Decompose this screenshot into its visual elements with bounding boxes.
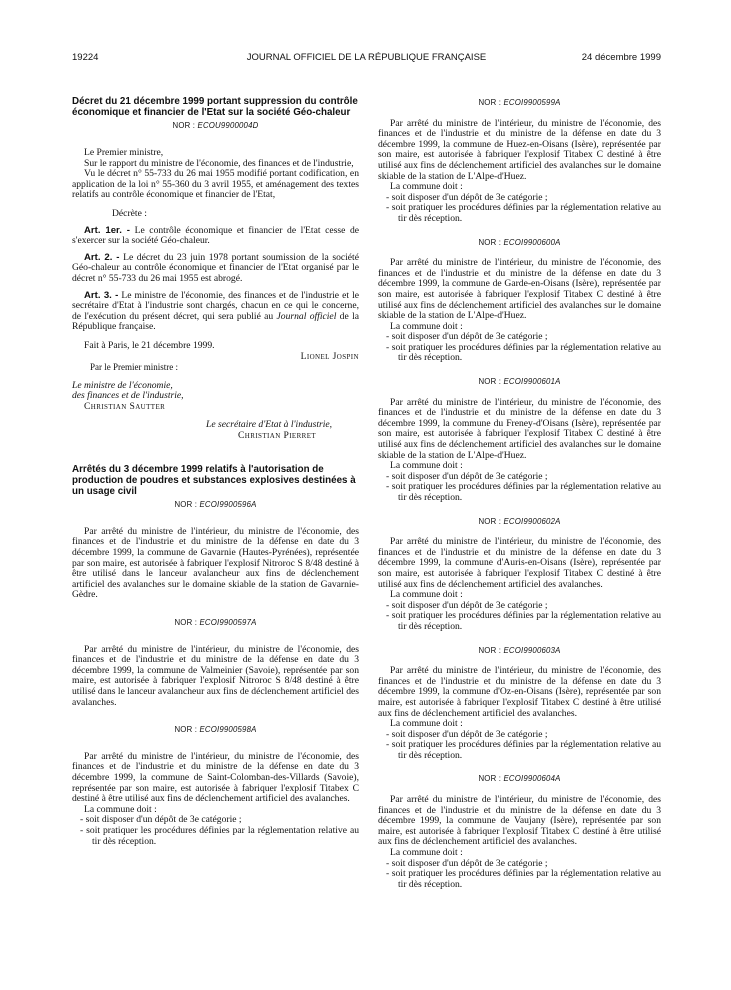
- arrete-text: Par arrêté du ministre de l'intérieur, du ministre de l'économie, des finances et de l'industrie et du ministre de la défense en date du 3 décembre 1999, la commune de Huez-en-Oisans (Isère), représentée par son maire, est autorisée à fabriquer l'explosif Titabex C destiné à être utilisé aux fins de déclenchement artificiel des avalanches sur le domaine skiable de la station de L'Alpe-d'Huez.: [378, 117, 661, 182]
- par-premier-ministre: Par le Premier ministre :: [90, 362, 178, 373]
- arrete-text: Par arrêté du ministre de l'intérieur, du ministre de l'économie, des finances et de l'industrie et du ministre de la défense en date du 3 décembre 1999, la commune d'Auris-en-Oisans (Isère), représentée par son maire, est autorisée à fabriquer l'explosif Titabex C destiné à être utilisé aux fins de déclenchement artificiel des avalanches.: [378, 536, 661, 590]
- condition: - soit pratiquer les procédures définies par la réglementation relative au tir dès réception.: [386, 341, 661, 364]
- signature: Lionel Jospin: [300, 350, 359, 362]
- nor-reference: NOR : ECOI9900600A: [478, 237, 561, 247]
- condition: - soit disposer d'un dépôt de 3e catégorie ;: [386, 470, 548, 482]
- fait-a-paris: Fait à Paris, le 21 décembre 1999.: [84, 339, 215, 351]
- nor-reference: NOR : ECOI9900597A: [174, 618, 257, 628]
- nor-reference: NOR : ECOI9900598A: [174, 725, 257, 735]
- commune-doit: La commune doit :: [390, 320, 463, 332]
- nor-reference: NOR : ECOI9900596A: [174, 500, 257, 510]
- nor-reference: NOR : ECOI9900601A: [478, 377, 561, 387]
- condition: - soit pratiquer les procédures définies par la réglementation relative au tir dès réception.: [80, 824, 359, 847]
- article-2: Art. 2. - Le décret du 23 juin 1978 portant soumission de la société Géo-chaleur au contrôle économique et financier de l'Etat organisé par le décret n° 55-733 du 26 mai 1955 est abrogé.: [72, 251, 359, 284]
- left-column: [72, 96, 359, 847]
- journal-title: JOURNAL OFFICIEL DE LA RÉPUBLIQUE FRANÇAISE: [246, 52, 487, 63]
- commune-doit: La commune doit :: [390, 847, 463, 859]
- commune-doit: La commune doit :: [390, 181, 463, 193]
- minister-title: Le ministre de l'économie,: [72, 379, 173, 391]
- condition: - soit pratiquer les procédures définies par la réglementation relative au tir dès réception.: [386, 739, 661, 761]
- commune-doit: La commune doit :: [390, 589, 463, 601]
- condition: - soit disposer d'un dépôt de 3e catégorie ;: [386, 728, 548, 740]
- arrete-text: Par arrêté du ministre de l'intérieur, du ministre de l'économie, des finances et de l'industrie et du ministre de la défense en date du 3 décembre 1999, la commune de Gavarnie (Hautes-Pyrénées), représentée par son maire, est autorisée à fabriquer l'explosif Nitroroc S 8/48 destiné à être utilisé dans le lanceur avalancheur aux fins de déclenchement artificiel des avalanches sur le domaine skiable de la station de Gavarnie-Gèdre.: [72, 525, 359, 601]
- nor-reference: NOR : ECOU9900004D: [172, 121, 259, 131]
- nor-reference: NOR : ECOI9900602A: [478, 516, 561, 526]
- paragraph: Sur le rapport du ministre de l'économie, des finances et de l'industrie,: [84, 157, 354, 169]
- page-number: 19224: [72, 52, 99, 63]
- decree-title: Décret du 21 décembre 1999 portant suppression du contrôle économique et financier de l'Etat sur la société Géo-chaleur: [72, 96, 358, 119]
- right-column: [378, 98, 661, 890]
- article-3: Art. 3. - Le ministre de l'économie, des finances et de l'industrie et le secrétaire d'Etat à l'industrie sont chargés, chacun en ce qui le concerne, de l'exécution du présent décret, qui sera publié au Journal officiel de la République française.: [72, 289, 359, 333]
- condition: - soit disposer d'un dépôt de 3e catégorie ;: [386, 857, 548, 869]
- arrete-text: Par arrêté du ministre de l'intérieur, du ministre de l'économie, des finances et de l'industrie et du ministre de la défense en date du 3 décembre 1999, la commune d'Oz-en-Oisans (Isère), représentée par son maire, est autorisée à fabriquer l'explosif Titabex C destiné à être utilisé aux fins de déclenchement artificiel des avalanches.: [378, 665, 661, 719]
- condition: - soit disposer d'un dépôt de 3e catégorie ;: [386, 599, 548, 611]
- arrete-text: Par arrêté du ministre de l'intérieur, du ministre de l'économie, des finances et de l'industrie et du ministre de la défense en date du 3 décembre 1999, la commune de Valmeinier (Savoie), représentée par son maire, est autorisée à fabriquer l'explosif Nitroroc S 8/48 destiné à être utilisé dans le lanceur avalancheur aux fins de déclenchement artificiel des avalanches.: [72, 643, 359, 708]
- condition: - soit disposer d'un dépôt de 3e catégorie ;: [386, 191, 548, 203]
- arrete-text: Par arrêté du ministre de l'intérieur, du ministre de l'économie, des finances et de l'industrie et du ministre de la défense en date du 3 décembre 1999, la commune de Saint-Colomban-des-Villards (Savoie), représentée par son maire, est autorisée à fabriquer l'explosif Titabex C destiné à être utilisé aux fins de déclenchement artificiel des avalanches.: [72, 750, 359, 805]
- condition: - soit disposer d'un dépôt de 3e catégorie ;: [80, 814, 242, 826]
- minister-title: des finances et de l'industrie,: [72, 390, 184, 402]
- signature: Christian Pierret: [238, 430, 317, 442]
- condition: - soit disposer d'un dépôt de 3e catégorie ;: [386, 331, 548, 343]
- condition: - soit pratiquer les procédures définies par la réglementation relative au tir dès réception.: [386, 610, 661, 632]
- arrete-text: Par arrêté du ministre de l'intérieur, du ministre de l'économie, des finances et de l'industrie et du ministre de la défense en date du 3 décembre 1999, la commune de Garde-en-Oisans (Isère), représentée par son maire, est autorisée à fabriquer l'explosif Titabex C destiné à être utilisé aux fins de déclenchement artificiel des avalanches sur le domaine skiable de la station de L'Alpe-d'Huez.: [378, 257, 661, 322]
- secretary-title: Le secrétaire d'Etat à l'industrie,: [206, 419, 333, 431]
- page-header: [72, 52, 661, 66]
- nor-reference: NOR : ECOI9900604A: [478, 774, 561, 784]
- issue-date: 24 décembre 1999: [581, 52, 661, 63]
- arrete-text: Par arrêté du ministre de l'intérieur, du ministre de l'économie, des finances et de l'industrie et du ministre de la défense en date du 3 décembre 1999, la commune de Vaujany (Isère), représentée par son maire, est autorisée à fabriquer l'explosif Titabex C destiné à être utilisé aux fins de déclenchement artificiel des avalanches.: [378, 794, 661, 848]
- commune-doit: La commune doit :: [390, 718, 463, 730]
- commune-doit: La commune doit :: [390, 460, 463, 472]
- decrete: Décrète :: [112, 207, 147, 219]
- condition: - soit pratiquer les procédures définies par la réglementation relative au tir dès réception.: [386, 868, 661, 890]
- arrete-text: Par arrêté du ministre de l'intérieur, du ministre de l'économie, des finances et de l'industrie et du ministre de la défense en date du 3 décembre 1999, la commune du Freney-d'Oisans (Isère), représentée par son maire, est autorisée à fabriquer l'explosif Titabex C destiné à être utilisé aux fins de déclenchement artificiel des avalanches sur le domaine skiable de la station de L'Alpe-d'Huez.: [378, 396, 661, 461]
- signature: Christian Sautter: [84, 400, 166, 412]
- article-1: Art. 1er. - Le contrôle économique et financier de l'Etat cesse de s'exercer sur la société Géo-chaleur.: [72, 224, 359, 247]
- commune-doit: La commune doit :: [84, 803, 157, 815]
- arretes-title: Arrêtés du 3 décembre 1999 relatifs à l'autorisation de production de poudres et substances explosives destinées à un usage civil: [72, 463, 356, 498]
- paragraph: Le Premier ministre,: [84, 147, 164, 158]
- nor-reference: NOR : ECOI9900603A: [478, 645, 561, 655]
- nor-reference: NOR : ECOI9900599A: [478, 98, 561, 107]
- condition: - soit pratiquer les procédures définies par la réglementation relative au tir dès réception.: [386, 481, 661, 503]
- paragraph: Vu le décret n° 55-733 du 26 mai 1955 modifié portant codification, en application de la loi n° 55-360 du 3 avril 1955, et aménagement des textes relatifs au contrôle économique et financier de l'Etat,: [72, 168, 359, 201]
- condition: - soit pratiquer les procédures définies par la réglementation relative au tir dès réception.: [386, 202, 661, 224]
